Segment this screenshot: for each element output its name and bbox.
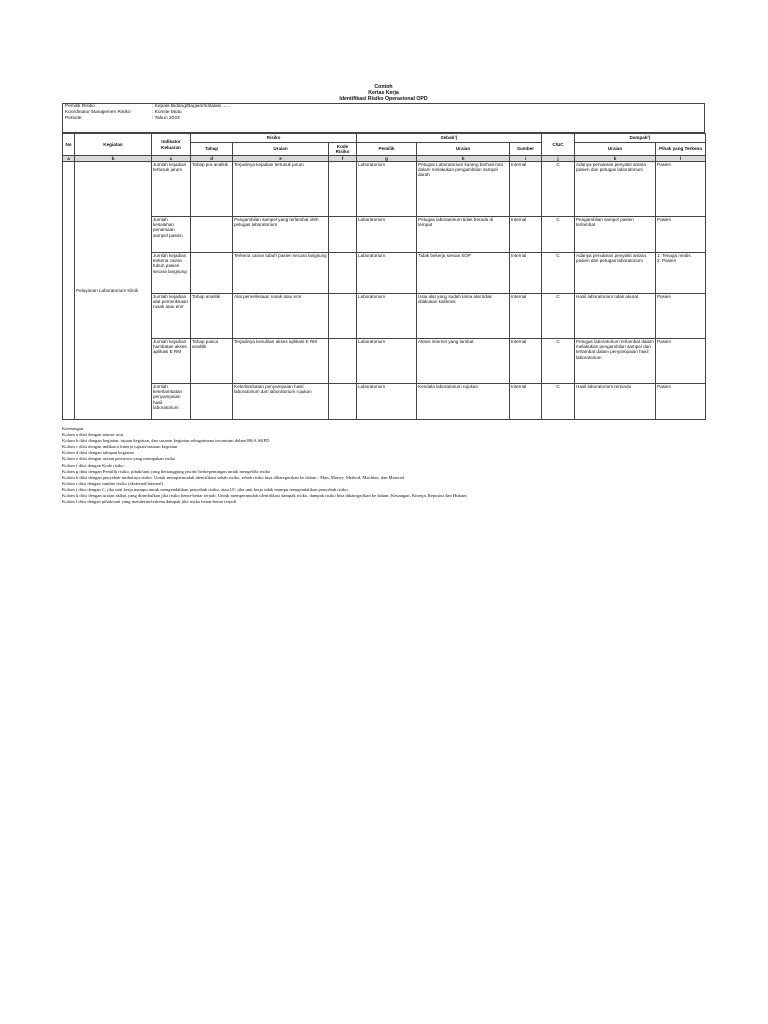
keterangan-line: Kolom j diisi dengan C, jika unit kerja mampu untuk mengendalikan penyebab risiko, atau UC jika unit kerja tidak mampu mengendalikan penyebab risiko: [62, 486, 348, 492]
cell-kegiatan: Pelayanan Laboratorium Klinik: [75, 162, 152, 420]
cell-uraian-dampak: Pengambilan sampel pasien terlambat: [575, 217, 656, 253]
cell-kode-risiko: [329, 253, 357, 294]
meta-value: : Kepala Bidang/Bagian/Instalasi ......: [152, 104, 231, 109]
cell-uraian-risiko: Terjadinya kesulitan akses aplikasi E RM: [233, 339, 329, 384]
col-letter: l: [656, 156, 706, 162]
keterangan-notes: [62, 426, 722, 505]
col-letter: k: [575, 156, 656, 162]
cell-uraian-risiko: Terkena cairan tubuh pasien secara langsung: [233, 253, 329, 294]
cell-kode-risiko: [329, 162, 357, 217]
header-row-1: [63, 134, 706, 143]
risk-table: [62, 133, 706, 420]
cell-sumber: Internal: [510, 217, 542, 253]
table-row: [63, 162, 706, 217]
col-letter: j: [542, 156, 575, 162]
cell-indikator: Jumlah keterlambatan penyampaian hasil laboratorium: [152, 384, 191, 420]
cell-cuc: C: [542, 162, 575, 217]
cell-pihak: Pasien: [656, 162, 706, 217]
keterangan-line: Kolom h diisi dengan penyebab timbulnya risiko. Untuk mempermudah identifikasi sebab risiko, sebab risiko bisa dikategorikan ke dalam : Man, Money, Method, Machine, dan Material: [62, 474, 405, 480]
cell-uraian-sebab: Kendala laboratorium rujukan: [417, 384, 510, 420]
keterangan-line: Kolom d diisi dengan tahapan kegiatan: [62, 450, 134, 456]
keterangan-title: Keterangan: [62, 426, 84, 431]
table-row: [63, 217, 706, 253]
col-letter: d: [191, 156, 233, 162]
header-indikator: Indikator Keluaran: [152, 134, 191, 156]
cell-tahap: [191, 217, 233, 253]
cell-pemilik: Laboratorium: [357, 339, 417, 384]
cell-sumber: Internal: [510, 162, 542, 217]
col-letter: i: [510, 156, 542, 162]
title-kertas-kerja: Kertas Kerja: [368, 90, 399, 97]
col-letter: c: [152, 156, 191, 162]
cell-uraian-dampak: Adanya penularan penyakit antara pasien dan petugas laboratorium: [575, 253, 656, 294]
header-risiko: Risiko: [191, 134, 357, 143]
cell-kode-risiko: [329, 217, 357, 253]
header-sumber: Sumber: [510, 143, 542, 156]
cell-uraian-dampak: Adanya penularan penyakit antara pasien dan petugas laboratorium: [575, 162, 656, 217]
table-row: [63, 339, 706, 384]
cell-tahap: Tahap analitik: [191, 294, 233, 339]
cell-sumber: Internal: [510, 294, 542, 339]
cell-uraian-sebab: Akses internet yang lambat: [417, 339, 510, 384]
keterangan-line: Kolom g diisi dengan Pemilik risiko, pihak/unit yang bertanggung jawab/ berkepentingan untuk mengelola risiko: [62, 468, 271, 474]
col-letter: f: [329, 156, 357, 162]
col-letter: a: [63, 156, 75, 162]
cell-uraian-risiko: Alat pemeriksaan rusak atau eror: [233, 294, 329, 339]
header-pihak: Pihak yang Terkena: [656, 143, 706, 156]
header-pemilik: Pemilik: [357, 143, 417, 156]
cell-pihak: Pasien: [656, 217, 706, 253]
header-uraian-risiko: Uraian: [233, 143, 329, 156]
cell-pemilik: Laboratorium: [357, 294, 417, 339]
cell-pihak: Pasien: [656, 339, 706, 384]
meta-label: Pemilik Risiko: [65, 104, 95, 109]
cell-cuc: C: [542, 294, 575, 339]
document-titles: [62, 84, 705, 103]
cell-tahap: Tahap pra analitik: [191, 162, 233, 217]
col-letter: g: [357, 156, 417, 162]
meta-row-periode: [63, 116, 704, 122]
meta-label: Periode: [65, 116, 82, 122]
cell-tahap: [191, 384, 233, 420]
header-cuc: C/UC: [542, 134, 575, 156]
title-contoh: Contoh: [374, 84, 393, 90]
cell-indikator: Jumlah kesalahan penamaan sampel pasien: [152, 217, 191, 253]
header-uraian-sebab: Uraian: [417, 143, 510, 156]
header-kegiatan: Kegiatan: [75, 134, 152, 156]
header-no: No: [63, 134, 75, 156]
cell-kode-risiko: [329, 384, 357, 420]
header-dampak: Dampak²): [575, 134, 706, 143]
header-uraian-dampak: Uraian: [575, 143, 656, 156]
keterangan-line: Kolom e diisi dengan uraian peristiwa yang merupakan risiko: [62, 456, 176, 462]
cell-uraian-sebab: Tidak bekerja sesuai SOP: [417, 253, 510, 294]
cell-tahap: [191, 253, 233, 294]
col-letter: h: [417, 156, 510, 162]
table-row: [63, 253, 706, 294]
meta-label: Koordinator Manajemen Risiko: [65, 110, 131, 116]
cell-pemilik: Laboratorium: [357, 217, 417, 253]
keterangan-line: Kolom f diisi dengan Kode risiko: [62, 462, 124, 468]
keterangan-line: Kolom k diisi dengan uraian akibat yang ditimbulkan jika risiko benar-benar terjadi. Untuk mempermudah identifikasi dampak risiko, dampak risiko bisa dikategorikan ke dalam: Keuangan, Kinerja, Reputasi dan Hukum: [62, 493, 467, 499]
keterangan-line: Kolom i diisi dengan sumber risiko (eksternal/internal): [62, 480, 164, 486]
cell-sumber: Internal: [510, 339, 542, 384]
cell-cuc: C: [542, 339, 575, 384]
cell-pihak: Pasien: [656, 384, 706, 420]
table-row: [63, 384, 706, 420]
cell-uraian-risiko: Terjadinya kejadian tertusuk jarum: [233, 162, 329, 217]
keterangan-line: Kolom l diisi dengan pihak/unit yang menderita/terkena dampak jika risiko benar-benar terjadi: [62, 499, 237, 505]
cell-cuc: C: [542, 217, 575, 253]
cell-indikator: Jumlah kejadian alat pemeriksaan rusak atau eror: [152, 294, 191, 339]
cell-pemilik: Laboratorium: [357, 162, 417, 217]
cell-kode-risiko: [329, 294, 357, 339]
cell-cuc: C: [542, 384, 575, 420]
cell-pihak: 1. Tenaga medis 2. Pasien: [656, 253, 706, 294]
cell-uraian-dampak: Petugas laboratorium terlambat dalam melakukan pengambilan sampel dan terlambat dalam penyampaian hasil laboratorium: [575, 339, 656, 384]
cell-uraian-dampak: Hasil laboratorium tidak akurat: [575, 294, 656, 339]
cell-tahap: Tahap pasca analitik: [191, 339, 233, 384]
cell-uraian-dampak: Hasil laboratorium tertunda: [575, 384, 656, 420]
cell-indikator: Jumlah kejadian tertusuk jarum: [152, 162, 191, 217]
keterangan-line: Kolom a diisi dengan nomor urut: [62, 432, 124, 438]
cell-uraian-sebab: Petugas laboratorium tidak berada di tempat: [417, 217, 510, 253]
meta-value: : Tahun 2023: [152, 116, 180, 122]
cell-sumber: Internal: [510, 253, 542, 294]
cell-indikator: Jumlah kejadian hambatan akses aplikasi E RM: [152, 339, 191, 384]
cell-uraian-risiko: Keterlambatan penyampaian hasil laboratorium dari laboratorium rujukan: [233, 384, 329, 420]
cell-kode-risiko: [329, 339, 357, 384]
cell-uraian-sebab: Usia alat yang sudah lama alat tidak dilakukan kalibrasi: [417, 294, 510, 339]
cell-cuc: C: [542, 253, 575, 294]
meta-value: : Komite Mutu: [152, 110, 182, 116]
cell-indikator: Jumlah kejadian terkena cairan tubuh pasien secara langsung: [152, 253, 191, 294]
header-tahap: Tahap: [191, 143, 233, 156]
meta-box: [62, 103, 705, 133]
cell-uraian-sebab: Petugas Laboratorium kurang berhati-hati dalam melakukan pengambilan sampel darah: [417, 162, 510, 217]
col-letter: b: [75, 156, 152, 162]
title-identifikasi: Identifikasi Risiko Operasional OPD: [339, 96, 428, 103]
cell-uraian-risiko: Pengambilan sampel yang terlambat oleh petugas laboratorium: [233, 217, 329, 253]
cell-sumber: Internal: [510, 384, 542, 420]
keterangan-line: Kolom c diisi dengan indikator kinerja tujuan/sasaran kegiatan: [62, 444, 178, 450]
col-letter: e: [233, 156, 329, 162]
cell-pihak: Pasien: [656, 294, 706, 339]
table-row: [63, 294, 706, 339]
header-kode-risiko: Kode Risiko: [329, 143, 357, 156]
cell-no: [63, 162, 75, 420]
cell-pemilik: Laboratorium: [357, 253, 417, 294]
header-sebab: Sebab¹): [357, 134, 542, 143]
keterangan-line: Kolom b diisi dengan kegiatan, tujuan kegiatan, dan sasaran kegiatan sebagaimana tercantum dalam RKA SKPD: [62, 438, 270, 444]
cell-pemilik: Laboratorium: [357, 384, 417, 420]
